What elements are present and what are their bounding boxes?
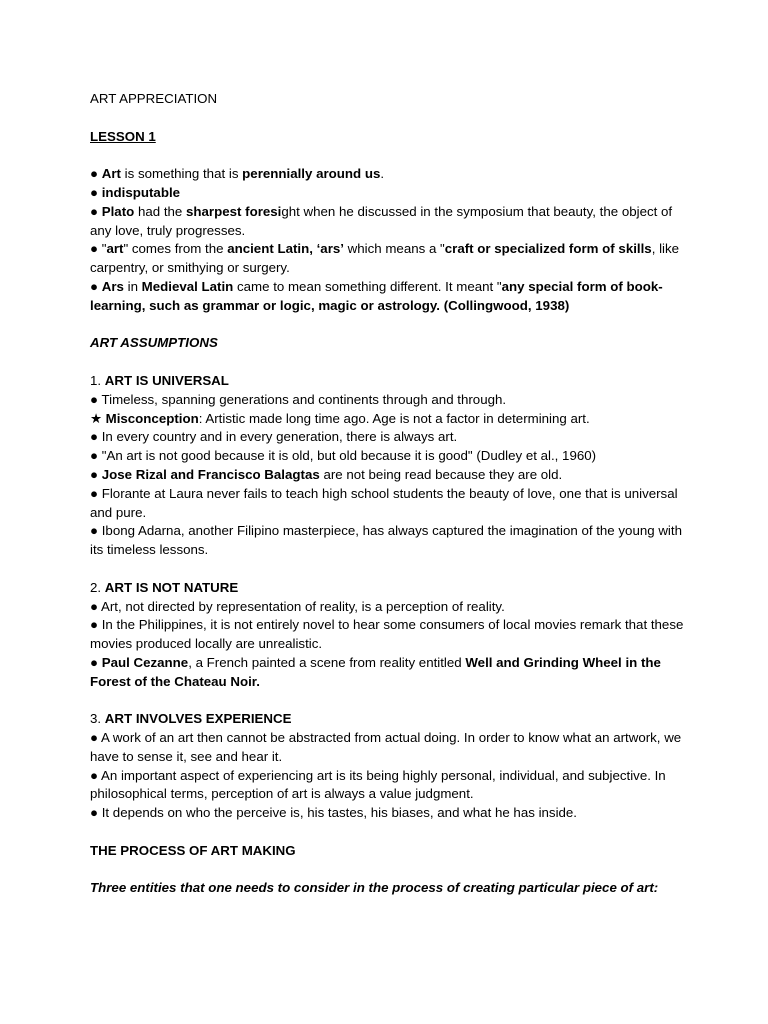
section-3-heading: 3. ART INVOLVES EXPERIENCE xyxy=(90,711,292,727)
section-1-item: ● Timeless, spanning generations and continents through and through. xyxy=(90,391,507,407)
section-2-item: ● Paul Cezanne, a French painted a scene from reality entitled Well and Grinding Wheel in the Forest of the Chateau Noir. xyxy=(90,654,661,689)
section-1-item: ● In every country and in every generation, there is always art. xyxy=(90,429,458,445)
section-1-item: ● "An art is not good because it is old, but old because it is good" (Dudley et al., 1960) xyxy=(90,448,597,464)
section-2-item: ● Art, not directed by representation of reality, is a perception of reality. xyxy=(90,598,505,614)
section-1-item: ● Ibong Adarna, another Filipino masterpiece, has always captured the imagination of the young with its timeless lessons. xyxy=(90,523,682,558)
process-subheading: Three entities that one needs to consider in the process of creating particular piece of art: xyxy=(90,880,659,896)
process-heading: THE PROCESS OF ART MAKING xyxy=(90,842,296,858)
section-3-item: ● An important aspect of experiencing art is its being highly personal, individual, and subjective. In philosophical terms, perception of art is always a value judgment. xyxy=(90,767,666,802)
section-2-item: ● In the Philippines, it is not entirely novel to hear some consumers of local movies remark that these movies produced locally are unrealistic. xyxy=(90,617,684,652)
section-1-misconception: ★ Misconception: Artistic made long time ago. Age is not a factor in determining art. xyxy=(90,410,590,426)
intro-line-3: ● Plato had the sharpest foresight when he discussed in the symposium that beauty, the object of any love, truly progresses. xyxy=(90,203,673,238)
lesson-heading: LESSON 1 xyxy=(90,128,156,144)
section-2-heading: 2. ART IS NOT NATURE xyxy=(90,579,239,595)
assumptions-heading: ART ASSUMPTIONS xyxy=(90,335,218,351)
section-3-item: ● It depends on who the perceive is, his tastes, his biases, and what he has inside. xyxy=(90,805,578,821)
section-1-item: ● Florante at Laura never fails to teach high school students the beauty of love, one that is universal and pure. xyxy=(90,485,678,520)
section-1-item: ● Jose Rizal and Francisco Balagtas are not being read because they are old. xyxy=(90,466,563,482)
intro-line-1: ● Art is something that is perennially around us. xyxy=(90,166,385,182)
intro-line-2: ● indisputable xyxy=(90,184,181,200)
star-icon: ★ xyxy=(90,410,106,426)
section-3-item: ● A work of an art then cannot be abstracted from actual doing. In order to know what an artwork, we have to sense it, see and hear it. xyxy=(90,730,682,764)
document-title: ART APPRECIATION xyxy=(90,91,218,106)
section-1-heading: 1. ART IS UNIVERSAL xyxy=(90,372,229,388)
document-page xyxy=(90,90,690,898)
intro-line-5: ● Ars in Medieval Latin came to mean something different. It meant "any special form of book-learning, such as grammar or logic, magic or astrology. (Collingwood, 1938) xyxy=(90,278,663,313)
intro-line-4: ● "art" comes from the ancient Latin, ‘ars’ which means a "craft or specialized form of skills, like carpentry, or smithying or surgery. xyxy=(90,241,680,276)
